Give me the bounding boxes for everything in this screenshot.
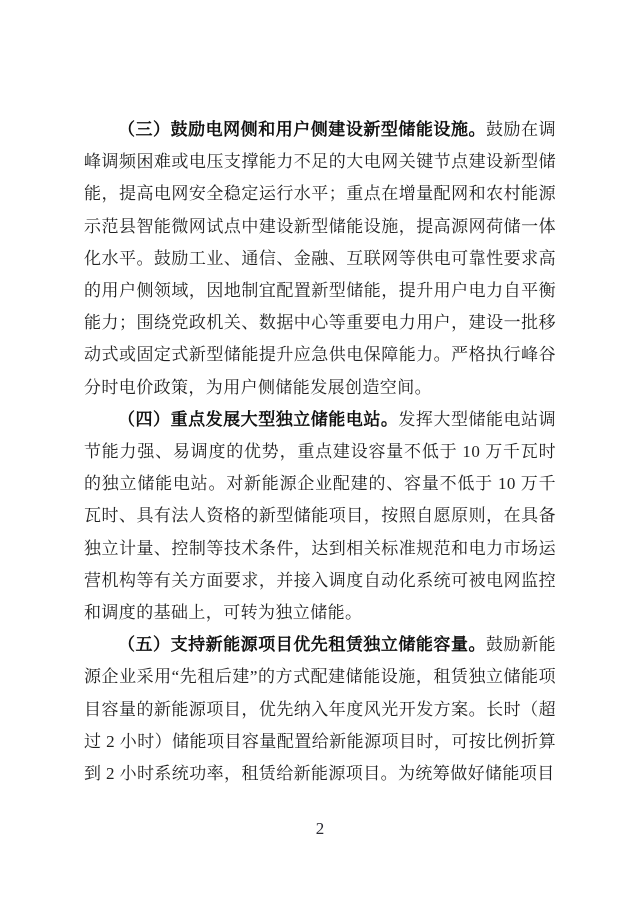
paragraph-section-3 (84, 114, 556, 404)
paragraph-section-4 (84, 404, 556, 629)
paragraph-section-3-body: 鼓励在调峰调频困难或电压支撑能力不足的大电网关键节点建设新型储能，提高电网安全稳定运行水平；重点在增量配网和农村能源示范县智能微网试点中建设新型储能设施，提高源网荷储一体化水平。鼓励工业、通信、金融、互联网等供电可靠性要求高的用户侧领域，因地制宜配置新型储能，提升用户电力自平衡能力；围绕党政机关、数据中心等重要电力用户，建设一批移动式或固定式新型储能提升应急供电保障能力。严格执行峰谷分时电价政策，为用户侧储能发展创造空间。 (84, 120, 556, 397)
document-body (84, 114, 556, 790)
page-number: 2 (315, 819, 325, 838)
paragraph-section-5-body: 鼓励新能源企业采用“先租后建”的方式配建储能设施，租赁独立储能项目容量的新能源项目，优先纳入年度风光开发方案。长时（超过 2 小时）储能项目容量配置给新能源项目时，可按比例折算到 2 小时系统功率，租赁给新能源项目。为统筹做好储能项目 (84, 635, 556, 784)
paragraph-section-5 (84, 629, 556, 790)
paragraph-section-3-heading: （三）鼓励电网侧和用户侧建设新型储能设施。 (118, 120, 487, 139)
paragraph-section-4-body: 发挥大型储能电站调节能力强、易调度的优势，重点建设容量不低于 10 万千瓦时的独立储能电站。对新能源企业配建的、容量不低于 10 万千瓦时、具有法人资格的新型储能项目，按照自愿原则，在具备独立计量、控制等技术条件，达到相关标准规范和电力市场运营机构等有关方面要求，并接入调度自动化系统可被电网监控和调度的基础上，可转为独立储能。 (84, 409, 556, 623)
paragraph-section-4-heading: （四）重点发展大型独立储能电站。 (118, 409, 399, 429)
paragraph-section-5-heading: （五）支持新能源项目优先租赁独立储能容量。 (118, 635, 487, 655)
